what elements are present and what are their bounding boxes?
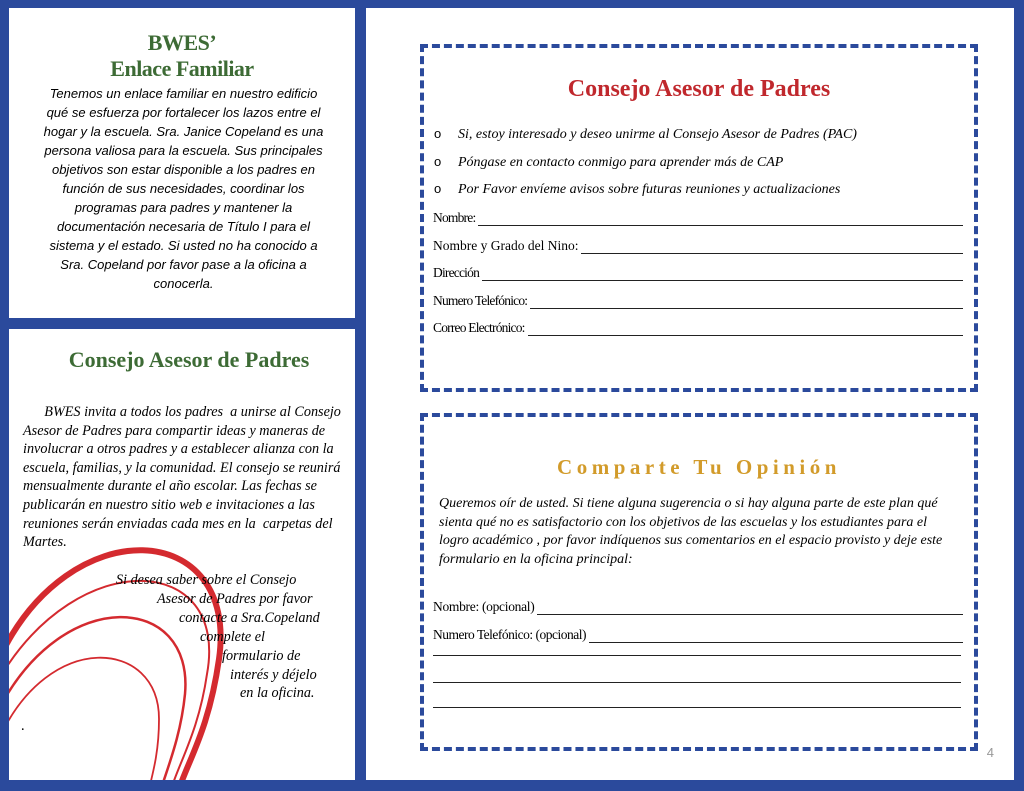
enlace-familiar-panel (9, 8, 355, 318)
field-line[interactable] (537, 600, 963, 615)
phone-field[interactable] (433, 293, 963, 309)
consejo-invite-line: en la oficina. (240, 685, 315, 701)
pac-option[interactable] (434, 181, 840, 198)
field-line[interactable] (581, 239, 963, 254)
bullet-marker: o (434, 154, 442, 169)
pac-option-label: Póngase en contacto conmigo para aprender más de CAP (458, 155, 784, 170)
consejo-invite-line: interés y déjelo (230, 667, 317, 683)
stray-dot: . (21, 718, 25, 734)
field-line[interactable] (528, 321, 963, 336)
comment-line[interactable] (433, 655, 961, 656)
field-line[interactable] (478, 211, 963, 226)
optional-phone-field[interactable] (433, 627, 963, 643)
comment-line[interactable] (433, 682, 961, 683)
field-label: Numero Telefónico: (opcional) (433, 627, 586, 642)
forms-panel (366, 8, 1014, 780)
bullet-marker: o (434, 126, 442, 141)
opinion-title: Comparte Tu Opinión (557, 455, 841, 479)
opinion-description: Queremos oír de usted. Si tiene alguna sugerencia o si hay alguna parte de este plan qué sienta qué no es satisfactorio con los objetivos de las escuelas y los estudiantes para el logro académico , por favor indíquenos sus comentarios en el espacio provisto y deje este formulario en la oficina principal: (439, 496, 943, 567)
address-field[interactable] (433, 265, 963, 281)
field-label: Nombre: (opcional) (433, 599, 535, 614)
enlace-description: Tenemos un enlace familiar en nuestro edificio qué se esfuerza por fortalecer los lazos entre el hogar y la escuela. Sra. Janice Copeland es una persona valiosa para la escuela. Sus principales objetivos son estar disponible a los padres en función de sus necesidades, coordinar los programas para padres y mantener la documentación necesaria de Título I para el sistema y el estado. Si usted no ha conocido a Sra. Copeland por favor pase a la oficina a conocerla. (43, 86, 324, 291)
bullet-marker: o (434, 181, 442, 196)
red-swoosh-decoration (9, 329, 355, 780)
child-name-grade-field[interactable] (433, 238, 963, 254)
consejo-invite-line: complete el (200, 629, 265, 645)
enlace-title: BWES’ (147, 30, 217, 55)
consejo-paragraph: BWES invita a todos los padres a unirse al Consejo Asesor de Padres para compartir ideas y maneras de involucrar a otros padres y a establecer alianza con la escuela, familias, y la comunidad. El consejo se reunirá mensualmente durante el año escolar. Las fechas se publicarán en nuestro sitio web e invitaciones a las reuniones serán enviadas cada mes en la carpetas del Martes. (23, 404, 345, 551)
field-line[interactable] (589, 628, 963, 643)
pac-form-title: Consejo Asesor de Padres (567, 76, 831, 102)
opinion-form-box (420, 413, 978, 751)
field-label: Correo Electrónico: (433, 320, 525, 335)
consejo-invite-line: Asesor de Padres por favor (157, 591, 313, 607)
pac-option[interactable] (434, 126, 857, 143)
field-label: Numero Telefónico: (433, 293, 528, 308)
optional-name-field[interactable] (433, 599, 963, 615)
consejo-title: Consejo Asesor de Padres (68, 347, 310, 372)
consejo-invite-line: formulario de (222, 648, 301, 664)
consejo-info-panel (9, 329, 355, 780)
field-line[interactable] (482, 266, 963, 281)
field-line[interactable] (530, 294, 963, 309)
enlace-subtitle: Enlace Familiar (110, 56, 254, 81)
comment-line[interactable] (433, 707, 961, 708)
pac-option[interactable] (434, 154, 783, 171)
field-label: Nombre y Grado del Nino: (433, 238, 579, 253)
pac-option-label: Por Favor envíeme avisos sobre futuras reuniones y actualizaciones (458, 182, 841, 197)
page-number: 4 (986, 745, 994, 760)
pac-option-label: Si, estoy interesado y deseo unirme al Consejo Asesor de Padres (PAC) (458, 127, 857, 142)
field-label: Dirección (433, 265, 480, 280)
consejo-invite-line: contacte a Sra.Copeland (179, 610, 320, 626)
field-label: Nombre: (433, 210, 476, 225)
consejo-invite-line: Si desea saber sobre el Consejo (116, 572, 297, 588)
name-field[interactable] (433, 210, 963, 226)
pac-form-box (420, 44, 978, 392)
email-field[interactable] (433, 320, 963, 336)
